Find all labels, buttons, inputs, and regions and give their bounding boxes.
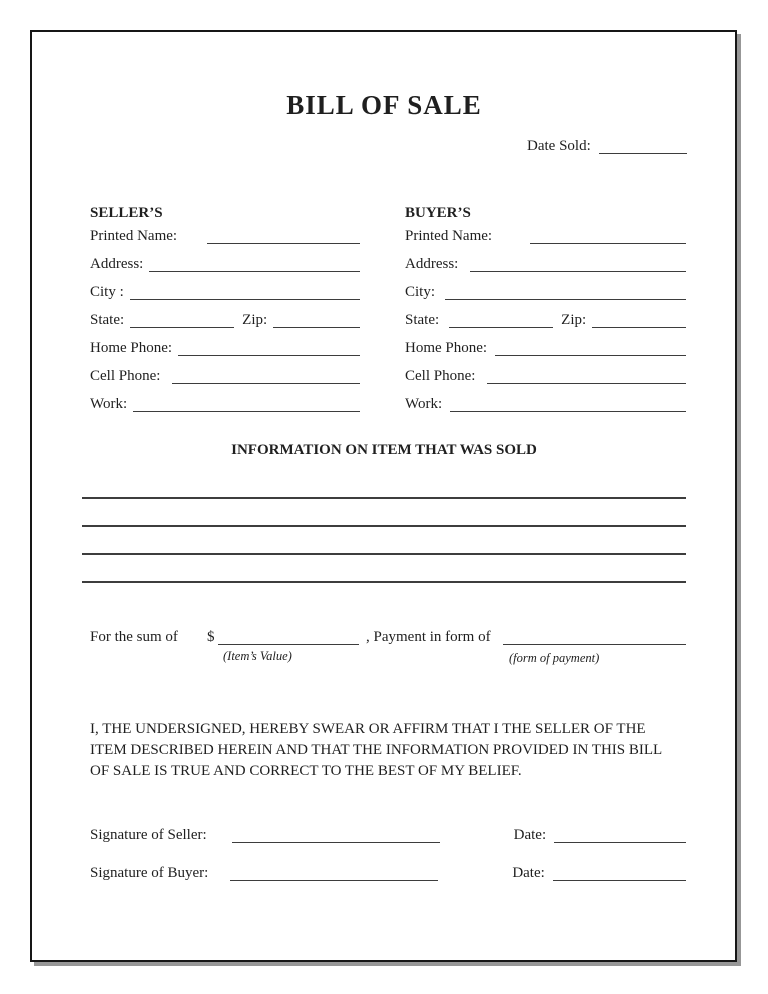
date-sold-line[interactable] bbox=[599, 137, 687, 154]
item-value-line[interactable] bbox=[218, 628, 359, 645]
seller-date-line[interactable] bbox=[554, 826, 686, 843]
payment-prefix-label: For the sum of bbox=[90, 629, 178, 645]
seller-cell-phone-line[interactable] bbox=[172, 367, 360, 384]
seller-cell-phone-row bbox=[90, 367, 360, 395]
affirmation-paragraph: I, THE UNDERSIGNED, HEREBY SWEAR OR AFFIRM THAT I THE SELLER OF THE ITEM DESCRIBED HEREIN AND THAT THE INFORMATION PROVIDED IN THIS BILL OF SALE IS TRUE AND CORRECT TO THE BEST OF MY BELIEF. bbox=[90, 721, 662, 779]
seller-state-label: State: bbox=[90, 312, 125, 328]
buyer-date-line[interactable] bbox=[553, 864, 686, 881]
item-value-caption: (Item’s Value) bbox=[223, 649, 292, 663]
seller-city-line[interactable] bbox=[130, 283, 360, 300]
seller-signature-label: Signature of Seller: bbox=[90, 827, 207, 843]
seller-state-line[interactable] bbox=[130, 311, 234, 328]
payment-form-line[interactable] bbox=[503, 628, 686, 645]
page-title: BILL OF SALE bbox=[286, 90, 482, 120]
buyer-signature-row bbox=[90, 864, 686, 883]
seller-printed-name-line[interactable] bbox=[207, 227, 360, 244]
currency-symbol: $ bbox=[207, 629, 215, 645]
buyer-zip-line[interactable] bbox=[592, 311, 686, 328]
buyer-city-line[interactable] bbox=[445, 283, 686, 300]
buyer-work-line[interactable] bbox=[450, 395, 686, 412]
buyer-city-label: City: bbox=[405, 284, 436, 300]
item-description-line-2[interactable] bbox=[82, 525, 686, 527]
buyer-work-label: Work: bbox=[405, 396, 443, 412]
buyer-zip-label: Zip: bbox=[561, 312, 587, 328]
seller-address-label: Address: bbox=[90, 256, 144, 272]
seller-signature-line[interactable] bbox=[232, 826, 440, 843]
buyer-work-row bbox=[405, 395, 686, 423]
seller-home-phone-label: Home Phone: bbox=[90, 340, 173, 356]
buyer-cell-phone-row bbox=[405, 367, 686, 395]
form-page-border bbox=[30, 30, 737, 962]
item-description-line-3[interactable] bbox=[82, 553, 686, 555]
date-sold-label: Date Sold: bbox=[527, 138, 591, 154]
buyer-city-row bbox=[405, 283, 686, 311]
buyer-printed-name-line[interactable] bbox=[530, 227, 686, 244]
buyer-state-line[interactable] bbox=[449, 311, 553, 328]
buyer-printed-name-row bbox=[405, 227, 686, 255]
seller-printed-name-label: Printed Name: bbox=[90, 228, 178, 244]
seller-zip-label: Zip: bbox=[242, 312, 268, 328]
buyer-fields-column bbox=[405, 227, 686, 423]
seller-date-label: Date: bbox=[513, 827, 547, 843]
buyer-signature-label: Signature of Buyer: bbox=[90, 865, 209, 881]
buyer-address-label: Address: bbox=[405, 256, 459, 272]
seller-state-zip-row bbox=[90, 311, 360, 339]
seller-address-row bbox=[90, 255, 360, 283]
buyer-section-heading: BUYER’S bbox=[405, 205, 471, 221]
seller-signature-row bbox=[90, 826, 686, 845]
buyer-cell-phone-label: Cell Phone: bbox=[405, 368, 476, 384]
buyer-state-zip-row bbox=[405, 311, 686, 339]
buyer-printed-name-label: Printed Name: bbox=[405, 228, 493, 244]
buyer-address-line[interactable] bbox=[470, 255, 686, 272]
date-sold-row bbox=[527, 137, 687, 165]
buyer-address-row bbox=[405, 255, 686, 283]
buyer-home-phone-line[interactable] bbox=[495, 339, 686, 356]
seller-city-label: City : bbox=[90, 284, 124, 300]
item-section-heading: INFORMATION ON ITEM THAT WAS SOLD bbox=[231, 442, 537, 458]
buyer-cell-phone-line[interactable] bbox=[487, 367, 686, 384]
item-description-line-1[interactable] bbox=[82, 497, 686, 499]
seller-work-label: Work: bbox=[90, 396, 128, 412]
seller-fields-column bbox=[90, 227, 360, 423]
seller-home-phone-row bbox=[90, 339, 360, 367]
item-description-line-4[interactable] bbox=[82, 581, 686, 583]
seller-cell-phone-label: Cell Phone: bbox=[90, 368, 161, 384]
buyer-home-phone-label: Home Phone: bbox=[405, 340, 488, 356]
payment-middle-label: , Payment in form of bbox=[366, 629, 491, 645]
seller-work-row bbox=[90, 395, 360, 423]
buyer-date-label: Date: bbox=[512, 865, 545, 881]
payment-form-caption: (form of payment) bbox=[509, 651, 600, 665]
seller-city-row bbox=[90, 283, 360, 311]
seller-home-phone-line[interactable] bbox=[178, 339, 360, 356]
seller-zip-line[interactable] bbox=[273, 311, 360, 328]
seller-printed-name-row bbox=[90, 227, 360, 255]
buyer-state-label: State: bbox=[405, 312, 440, 328]
seller-work-line[interactable] bbox=[133, 395, 360, 412]
buyer-home-phone-row bbox=[405, 339, 686, 367]
seller-section-heading: SELLER’S bbox=[90, 205, 163, 221]
buyer-signature-line[interactable] bbox=[230, 864, 438, 881]
seller-address-line[interactable] bbox=[149, 255, 360, 272]
